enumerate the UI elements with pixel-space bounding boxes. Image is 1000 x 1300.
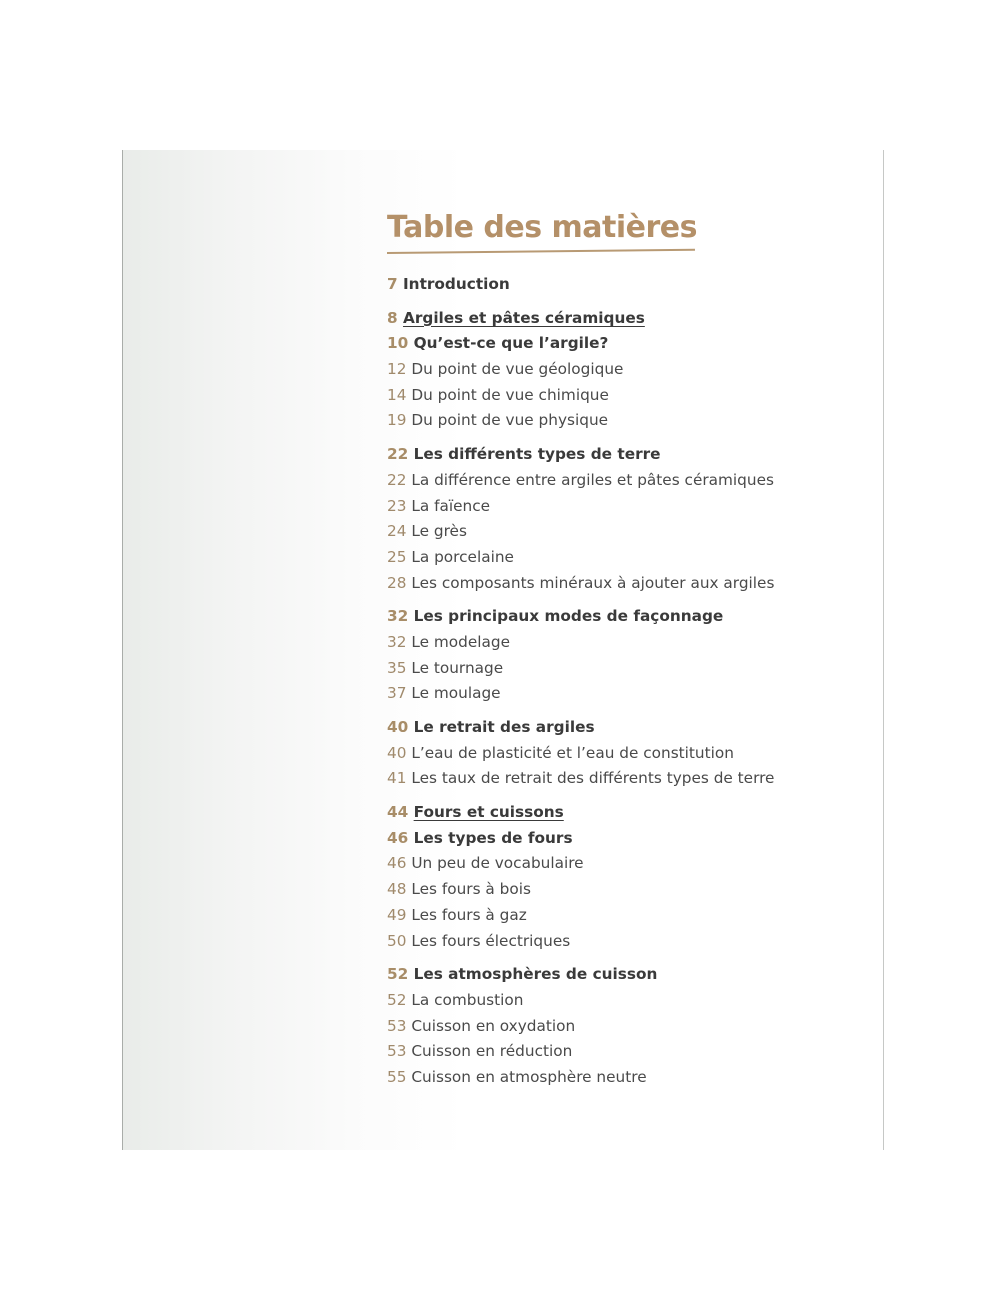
toc-entry-label: Les fours électriques — [411, 931, 571, 950]
toc-page-number: 25 — [387, 547, 407, 566]
toc-entry — [387, 468, 867, 494]
toc-entry-label: Fours et cuissons — [413, 803, 564, 822]
toc-page-number: 55 — [387, 1067, 407, 1086]
toc-page-number: 24 — [387, 522, 407, 541]
toc-entry — [387, 306, 867, 332]
toc-page-number: 48 — [387, 880, 407, 899]
toc-entry — [387, 545, 867, 571]
toc-entry — [387, 604, 867, 630]
toc-page-number: 40 — [387, 743, 407, 762]
toc-page-number: 14 — [387, 385, 407, 404]
toc-entry — [387, 766, 867, 792]
toc-entry-label: Le retrait des argiles — [413, 718, 595, 736]
toc-page-number: 28 — [387, 573, 407, 592]
toc-entry-label: Les taux de retrait des différents types de terre — [411, 769, 775, 788]
toc-entry-label: Cuisson en réduction — [411, 1042, 573, 1061]
toc-entry — [387, 962, 867, 988]
toc-entry-label: Les différents types de terre — [413, 445, 661, 464]
toc-entry — [387, 630, 867, 656]
toc-entry — [387, 800, 867, 826]
toc-page-number: 46 — [387, 854, 407, 873]
toc-page-number: 49 — [387, 905, 407, 924]
toc-entry-label: Les fours à bois — [411, 880, 531, 899]
toc-entry — [387, 519, 867, 545]
toc-entry — [387, 571, 867, 597]
toc-entry-label: La faïence — [411, 496, 491, 515]
toc-page-number: 46 — [387, 828, 409, 847]
toc-entry — [387, 331, 867, 357]
toc-entry — [387, 272, 867, 298]
toc-entry — [387, 929, 867, 955]
toc-page-number: 19 — [387, 411, 407, 430]
toc-entry-label: Du point de vue physique — [411, 411, 609, 430]
toc-entry-label: Du point de vue géologique — [411, 360, 624, 379]
toc-entry-label: Le tournage — [411, 658, 504, 677]
toc-entry-label: Introduction — [402, 275, 510, 293]
toc-entry-label: Cuisson en oxydation — [411, 1016, 576, 1035]
toc-entry-label: L’eau de plasticité et l’eau de constitution — [411, 743, 734, 762]
toc-entry — [387, 357, 867, 383]
toc-entry-label: La porcelaine — [411, 547, 514, 566]
toc-entry-label: Du point de vue chimique — [411, 385, 609, 404]
toc-page-number: 53 — [387, 1016, 407, 1035]
toc-entry-label: La combustion — [411, 990, 524, 1009]
toc-entry-label: Les atmosphères de cuisson — [413, 965, 658, 984]
toc-entry — [387, 988, 867, 1014]
toc-entry — [387, 681, 867, 707]
toc-page-number: 23 — [387, 496, 407, 515]
title-underline — [387, 249, 695, 254]
toc-entry — [387, 656, 867, 682]
toc-entry — [387, 408, 867, 434]
toc-page-number: 44 — [387, 803, 409, 822]
book-page — [122, 150, 884, 1150]
toc-page-number: 32 — [387, 607, 409, 626]
toc-entry — [387, 442, 867, 468]
toc-entry — [387, 715, 867, 741]
toc-page-number: 52 — [387, 965, 409, 984]
toc-page-number: 35 — [387, 658, 407, 677]
toc-page-number: 7 — [387, 275, 398, 293]
toc-entry-label: Les types de fours — [413, 828, 573, 847]
toc-entry-label: Les principaux modes de façonnage — [413, 607, 724, 626]
toc-entry-label: Un peu de vocabulaire — [411, 854, 584, 873]
toc-entry-label: Qu’est-ce que l’argile? — [413, 334, 609, 353]
toc-entry-label: Les composants minéraux à ajouter aux argiles — [411, 573, 775, 592]
toc-page-number: 22 — [387, 445, 409, 464]
toc-page-number: 22 — [387, 470, 407, 489]
toc-entry — [387, 903, 867, 929]
page-title: Table des matières — [387, 210, 697, 245]
toc-page-number: 10 — [387, 334, 409, 353]
toc-entry-label: Argiles et pâtes céramiques — [402, 308, 645, 327]
toc-entry-label: La différence entre argiles et pâtes céramiques — [411, 470, 774, 489]
toc-entry — [387, 741, 867, 767]
toc-page-number: 50 — [387, 931, 407, 950]
toc-entry — [387, 1039, 867, 1065]
toc-page-number: 32 — [387, 632, 407, 651]
toc-entry — [387, 877, 867, 903]
toc-entry-label: Le moulage — [411, 684, 501, 703]
toc-page-number: 52 — [387, 990, 407, 1009]
toc-entry — [387, 1014, 867, 1040]
toc-entry-label: Le grès — [411, 522, 467, 541]
toc-page-number: 8 — [387, 308, 398, 327]
toc-entry-label: Cuisson en atmosphère neutre — [411, 1067, 647, 1086]
toc-page-number: 37 — [387, 684, 407, 703]
toc-page-number: 53 — [387, 1042, 407, 1061]
toc-page-number: 12 — [387, 360, 407, 379]
toc-entry — [387, 494, 867, 520]
toc-entry — [387, 851, 867, 877]
toc-entry — [387, 383, 867, 409]
toc-entry — [387, 1065, 867, 1091]
toc-entry — [387, 826, 867, 852]
toc-page-number: 41 — [387, 769, 407, 788]
toc-entry-label: Les fours à gaz — [411, 905, 527, 924]
toc-page-number: 40 — [387, 718, 409, 736]
toc-entry-label: Le modelage — [411, 632, 510, 651]
table-of-contents — [387, 272, 867, 1091]
